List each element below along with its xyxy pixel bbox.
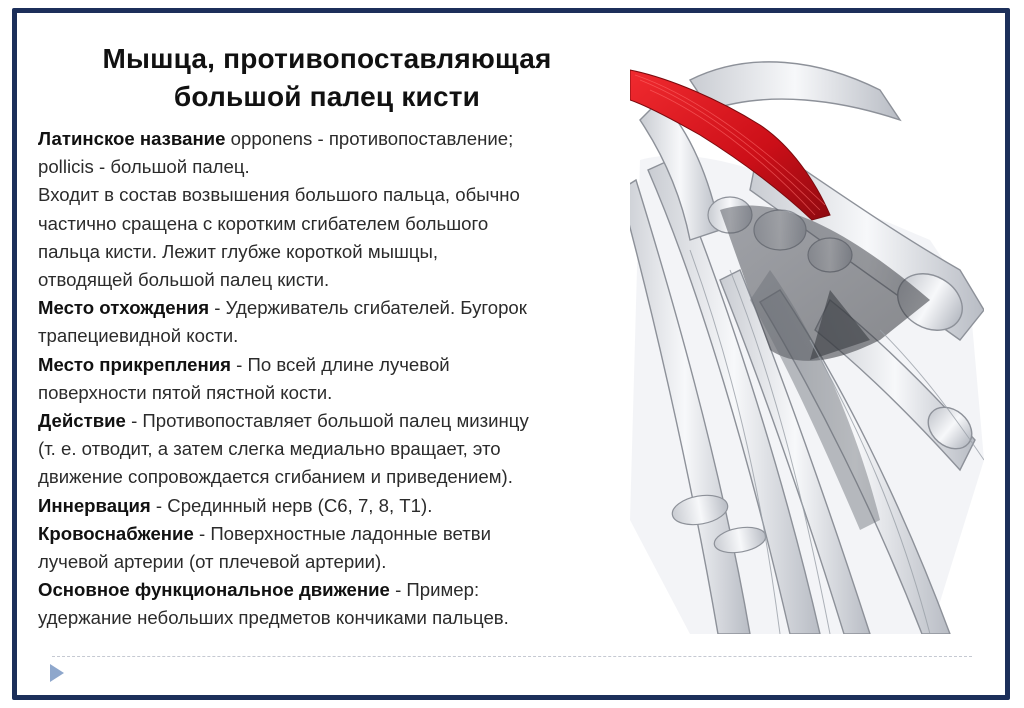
action-line-2: (т. е. отводит, а затем слегка медиально вращает, это xyxy=(38,438,501,460)
action-line: Действие - Противопоставляет большой палец мизинцу xyxy=(38,410,529,432)
description-line: частично сращена с коротким сгибателем большого xyxy=(38,212,489,234)
origin-label: Место отхождения xyxy=(38,297,210,319)
hand-skeleton-svg xyxy=(630,40,984,634)
blood-supply-line-2: лучевой артерии (от плечевой артерии). xyxy=(38,551,387,573)
movement-line-2: удержание небольших предметов кончиками пальцев. xyxy=(38,607,509,629)
triangle-arrow-icon xyxy=(50,664,64,682)
title-line-1: Мышца, противопоставляющая xyxy=(102,43,552,74)
title-line-2: большой палец кисти xyxy=(173,81,481,112)
slide-title xyxy=(32,40,622,116)
hand-anatomy-illustration xyxy=(630,40,984,634)
latin-name-line: Латинское название opponens - противопоставление; xyxy=(38,128,514,149)
description-line: пальца кисти. Лежит глубже короткой мышцы, xyxy=(38,240,439,262)
origin-line: Место отхождения - Удерживатель сгибателей. Бугорок xyxy=(38,297,527,319)
insertion-line-2: поверхности пятой пястной кости. xyxy=(38,381,333,403)
description-line: Входит в состав возвышения большого пальца, обычно xyxy=(38,184,520,206)
origin-line-2: трапециевидной кости. xyxy=(38,325,239,347)
action-label: Действие xyxy=(38,410,126,432)
footer-divider xyxy=(52,656,972,657)
blood-supply-line: Кровоснабжение - Поверхностные ладонные ветви xyxy=(38,522,491,544)
muscle-description xyxy=(38,125,618,633)
insertion-line: Место прикрепления - По всей длине лучевой xyxy=(38,353,450,375)
innervation-label: Иннервация xyxy=(38,494,151,516)
innervation-line: Иннервация - Срединный нерв (С6, 7, 8, Т1). xyxy=(38,494,433,516)
movement-label: Основное функциональное движение xyxy=(38,579,390,601)
latin-name-label: Латинское название xyxy=(38,128,226,149)
blood-supply-label: Кровоснабжение xyxy=(38,522,194,544)
action-line-3: движение сопровождается сгибанием и приведением). xyxy=(38,466,513,488)
movement-line: Основное функциональное движение - Пример: xyxy=(38,579,480,601)
insertion-label: Место прикрепления xyxy=(38,353,231,375)
description-line: отводящей большой палец кисти. xyxy=(38,269,330,291)
latin-name-line-2: pollicis - большой палец. xyxy=(38,156,250,178)
